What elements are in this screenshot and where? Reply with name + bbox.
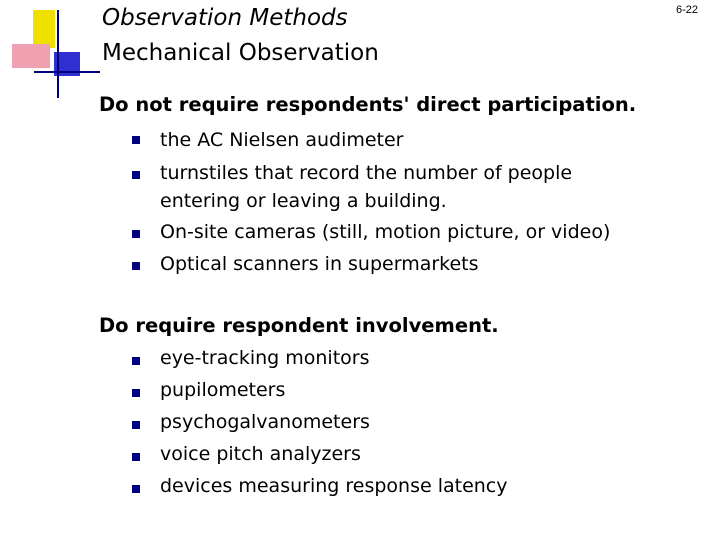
list-item: voice pitch analyzers xyxy=(160,443,361,465)
bullet-square-icon xyxy=(132,171,140,179)
section-heading: Do not require respondents' direct participation. xyxy=(99,93,637,116)
list-item: psychogalvanometers xyxy=(160,411,370,433)
bullet-square-icon xyxy=(132,389,140,397)
decorative-logo-icon xyxy=(0,0,100,100)
list-item: pupilometers xyxy=(160,379,286,401)
section-heading: Do require respondent involvement. xyxy=(99,314,499,337)
bullet-square-icon xyxy=(132,230,140,238)
bullet-square-icon xyxy=(132,357,140,365)
bullet-square-icon xyxy=(132,421,140,429)
list-item: devices measuring response latency xyxy=(160,475,508,497)
bullet-square-icon xyxy=(132,485,140,493)
slide-subtitle: Mechanical Observation xyxy=(102,40,379,66)
list-item: On-site cameras (still, motion picture, or video) xyxy=(160,221,611,243)
list-item: the AC Nielsen audimeter xyxy=(160,129,404,151)
slide-title: Observation Methods xyxy=(102,5,348,31)
list-item: Optical scanners in supermarkets xyxy=(160,253,479,275)
list-item: eye-tracking monitors xyxy=(160,347,370,369)
slide-number: 6-22 xyxy=(675,4,698,16)
bullet-square-icon xyxy=(132,262,140,270)
list-item: turnstiles that record the number of people xyxy=(160,162,573,184)
bullet-square-icon xyxy=(132,453,140,461)
list-item-continuation: entering or leaving a building. xyxy=(160,190,447,212)
bullet-square-icon xyxy=(132,136,140,144)
